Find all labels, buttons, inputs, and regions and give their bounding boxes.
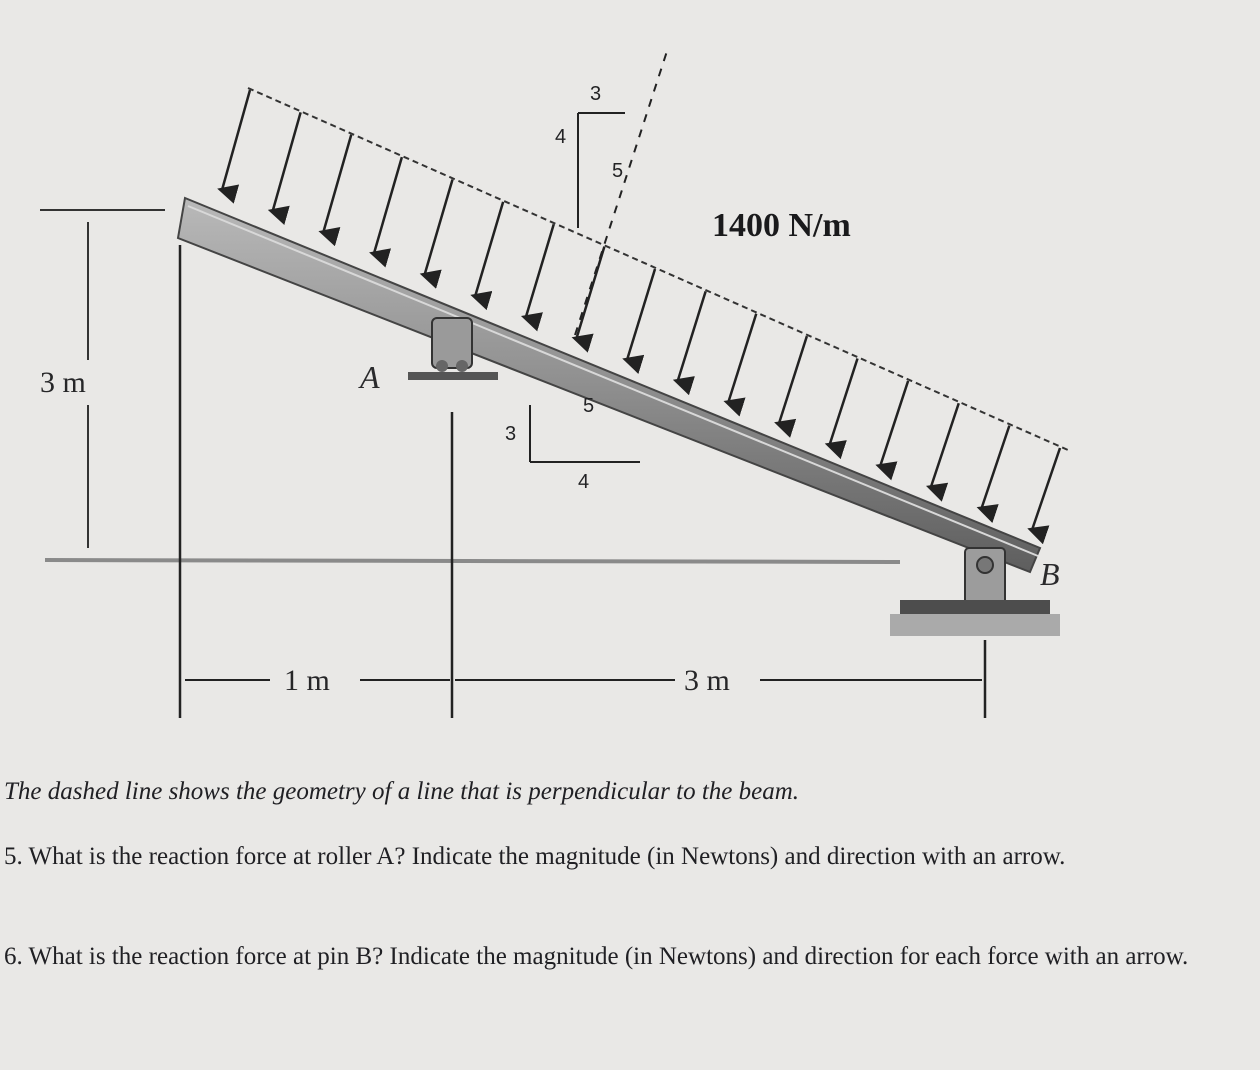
load-arrow [931, 403, 959, 487]
slope-hyp: 5 [583, 395, 595, 417]
load-arrow [728, 314, 756, 403]
load-arrow [981, 426, 1009, 509]
left-span-label: 1 m [284, 664, 330, 697]
question-6: 6. What is the reaction force at pin B? Indicate the magnitude (in Newtons) and direction for each force with an arrow. [4, 943, 1189, 970]
load-arrow [374, 157, 402, 254]
load-arrow [627, 269, 655, 360]
height-dim-label: 3 m [40, 366, 86, 399]
support-b-label: B [1040, 556, 1060, 592]
support-a-label: A [360, 359, 380, 395]
load-arrow [678, 291, 706, 381]
height-dimension [40, 210, 165, 548]
load-arrow [576, 247, 604, 339]
slope-side-a: 3 [505, 423, 517, 445]
load-arrow [425, 180, 453, 276]
load-arrow [1032, 448, 1060, 530]
main-span-label: 3 m [684, 664, 730, 697]
perp-side-a: 3 [590, 83, 602, 105]
load-arrow [526, 224, 554, 317]
load-arrow [779, 336, 807, 424]
beam [178, 198, 1040, 572]
load-arrow [273, 112, 301, 211]
perpendicular-geometry [555, 48, 668, 335]
load-arrow [830, 359, 858, 446]
load-label: 1400 N/m [712, 207, 851, 244]
load-arrow [475, 202, 503, 296]
question-5: 5. What is the reaction force at roller A? Indicate the magnitude (in Newtons) and direction with an arrow. [4, 843, 1066, 870]
diagram-caption: The dashed line shows the geometry of a line that is perpendicular to the beam. [4, 778, 800, 805]
perp-hyp: 5 [612, 160, 624, 182]
ground-line [45, 560, 900, 562]
load-arrows [222, 90, 1060, 530]
slope-side-b: 4 [578, 471, 590, 493]
load-arrow [222, 90, 250, 190]
perp-side-b: 4 [555, 126, 567, 148]
load-arrow [880, 381, 908, 466]
load-arrow [323, 135, 351, 233]
